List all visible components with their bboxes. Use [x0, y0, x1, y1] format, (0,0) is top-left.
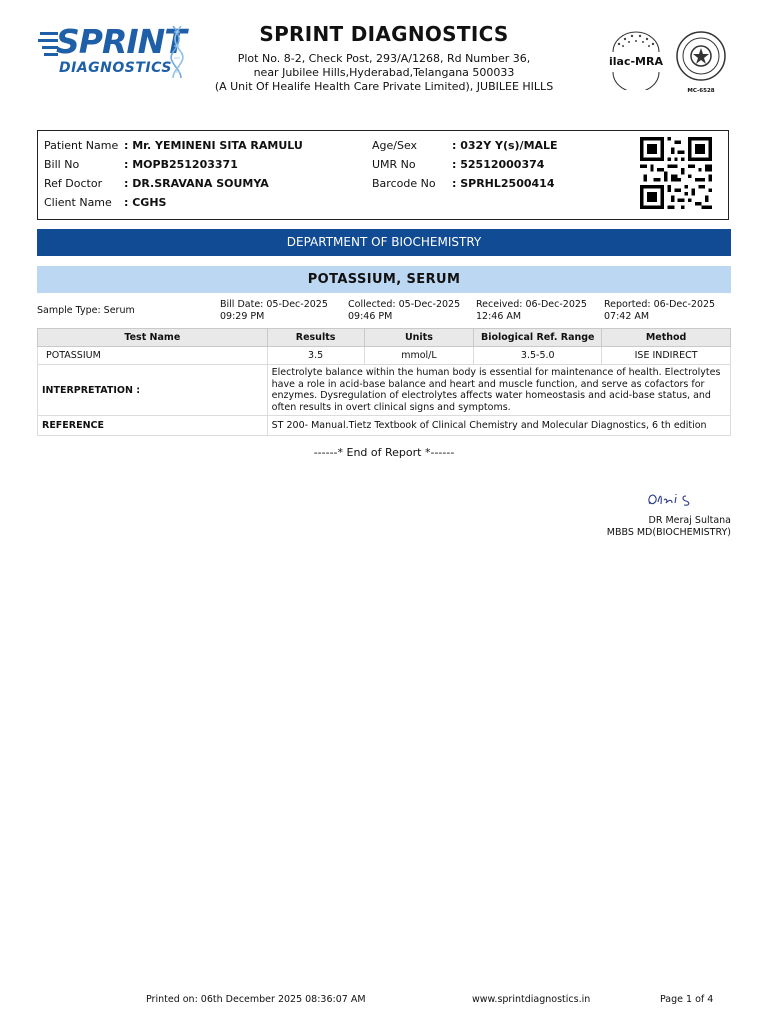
bill-date-line-2: 09:29 PM	[220, 311, 265, 322]
age-sex-value: : 032Y Y(s)/MALE	[452, 139, 558, 152]
age-sex-label: Age/Sex	[372, 139, 418, 152]
patient-name-value: : Mr. YEMINENI SITA RAMULU	[124, 139, 303, 152]
address-line-1: Plot No. 8-2, Check Post, 293/A/1268, Rd Number 36,	[237, 52, 531, 65]
company-logo	[38, 22, 188, 80]
department-bar: DEPARTMENT OF BIOCHEMISTRY	[37, 229, 731, 256]
interpretation-text: Electrolyte balance within the human body is essential for maintenance of health. Electrolytes have a role in acid-base balance and heart and muscle function, and serve as cofactors for enzymes. Dysregulation of electrolytes affects water homeostasis and acid-base status, and often results in overt clinical signs and symptoms.	[267, 365, 730, 416]
barcode-no-value: : SPRHL2500414	[452, 177, 555, 190]
interpretation-row	[38, 365, 731, 416]
end-of-report: ------* End of Report *------	[313, 446, 455, 459]
reported-line-2: 07:42 AM	[604, 311, 650, 322]
dna-helix-icon	[170, 26, 184, 78]
test-title-bar: POTASSIUM, SERUM	[37, 266, 731, 293]
page-number: Page 1 of 4	[660, 994, 714, 1005]
website-link[interactable]: www.sprintdiagnostics.in	[472, 994, 591, 1005]
reported-date	[604, 299, 715, 323]
lab-title: SPRINT DIAGNOSTICS	[259, 22, 509, 46]
header-test-name: Test Name	[38, 329, 268, 347]
qr-code-icon	[640, 137, 712, 209]
umr-no-value: : 52512000374	[452, 158, 545, 171]
ref-doctor-label: Ref Doctor	[44, 177, 103, 190]
test-name-cell: POTASSIUM	[38, 347, 268, 365]
ref-range-cell: 3.5-5.0	[474, 347, 602, 365]
address-line-2: near Jubilee Hills,Hyderabad,Telangana 500033	[253, 66, 515, 79]
client-name-value: : CGHS	[124, 196, 167, 209]
reported-line-1: Reported: 06-Dec-2025	[604, 299, 716, 310]
ref-doctor-value: : DR.SRAVANA SOUMYA	[124, 177, 269, 190]
client-name-label: Client Name	[44, 196, 112, 209]
nabl-code: MC-6528	[687, 88, 715, 94]
printed-on: Printed on: 06th December 2025 08:36:07 AM	[146, 994, 366, 1005]
doctor-qualification: MBBS MD(BIOCHEMISTRY)	[606, 527, 731, 538]
result-cell: 3.5	[267, 347, 364, 365]
doctor-name: DR Meraj Sultana	[648, 515, 731, 526]
ilac-mra-logo-icon	[605, 30, 667, 90]
received-line-2: 12:46 AM	[476, 311, 522, 322]
ilac-text: ilac-MRA	[609, 55, 663, 68]
logo-subtitle: DIAGNOSTICS	[59, 60, 172, 76]
received-date	[476, 299, 587, 323]
bill-no-value: : MOPB251203371	[124, 158, 238, 171]
table-header-row	[38, 329, 731, 347]
results-table	[37, 328, 731, 436]
received-line-1: Received: 06-Dec-2025	[476, 299, 587, 310]
logo-wordmark: SPRINT	[56, 22, 186, 61]
method-cell: ISE INDIRECT	[602, 347, 731, 365]
nabl-accreditation-seal-icon	[675, 30, 727, 96]
collected-date	[348, 299, 460, 323]
unit-cell: mmol/L	[364, 347, 474, 365]
handwritten-signature-icon	[642, 488, 712, 512]
bill-date-line-1: Bill Date: 05-Dec-2025	[220, 299, 328, 310]
collected-line-1: Collected: 05-Dec-2025	[348, 299, 461, 310]
collected-line-2: 09:46 PM	[348, 311, 393, 322]
header-ref-range: Biological Ref. Range	[474, 329, 602, 347]
address-line-3: (A Unit Of Healife Health Care Private Limited), JUBILEE HILLS	[214, 80, 554, 93]
patient-name-label: Patient Name	[44, 139, 119, 152]
table-row	[38, 347, 731, 365]
header-units: Units	[364, 329, 474, 347]
barcode-no-label: Barcode No	[372, 177, 436, 190]
header-method: Method	[602, 329, 731, 347]
bill-no-label: Bill No	[44, 158, 80, 171]
sample-type: Sample Type: Serum	[37, 305, 135, 316]
reference-row	[38, 416, 731, 436]
header-results: Results	[267, 329, 364, 347]
reference-label: REFERENCE	[38, 416, 268, 436]
interpretation-label: INTERPRETATION :	[38, 365, 268, 416]
bill-date	[220, 299, 328, 323]
umr-no-label: UMR No	[372, 158, 416, 171]
reference-text: ST 200- Manual.Tietz Textbook of Clinical Chemistry and Molecular Diagnostics, 6 th edition	[267, 416, 730, 436]
